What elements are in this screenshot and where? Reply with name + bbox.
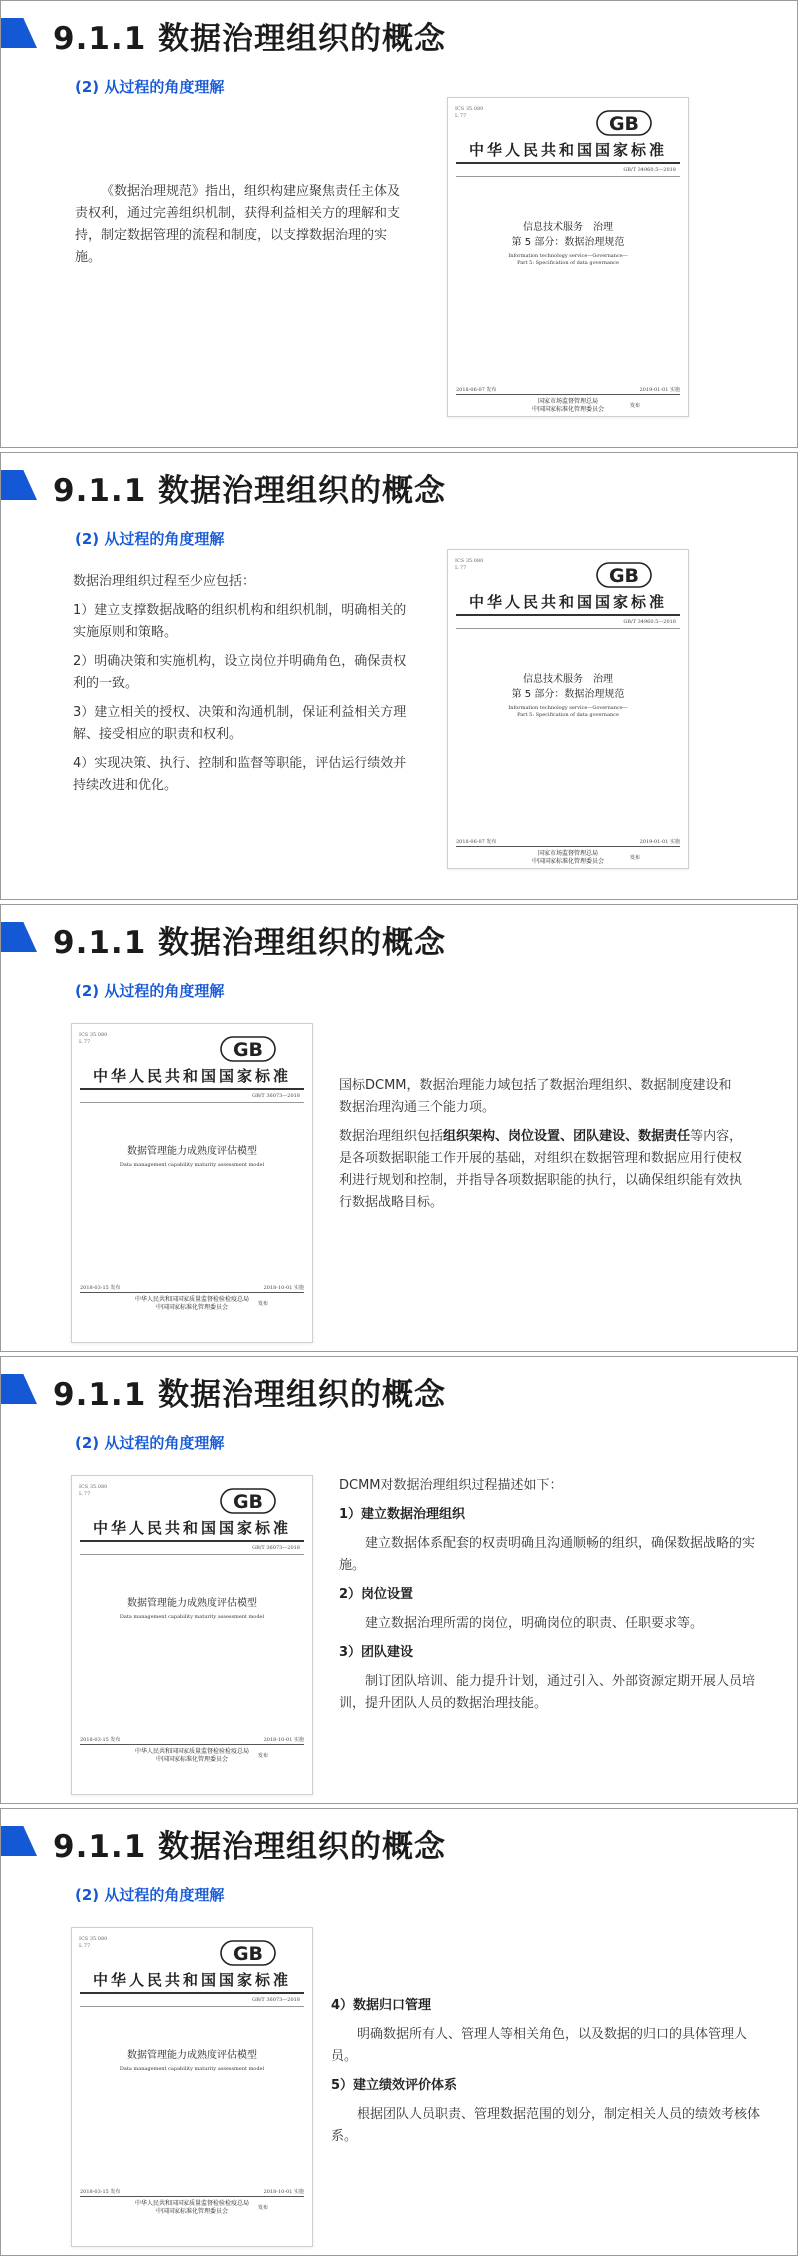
gb-logo-text: GB bbox=[232, 1039, 264, 1061]
cover-issuer bbox=[72, 1748, 312, 1764]
issue-word: 发布 bbox=[257, 2205, 268, 2211]
issuer-line: 中国国家标准化管理委员会 bbox=[155, 1756, 228, 1763]
intro-text: 数据治理组织过程至少应包括： bbox=[73, 574, 256, 589]
item-text: 建立数据治理所需的岗位，明确岗位的职责、任职要求等。 bbox=[365, 1616, 704, 1631]
effective-date: 2019-01-01 实施 bbox=[639, 839, 680, 845]
paragraph: 国标DCMM，数据治理能力域包括了数据治理组织、数据制度建设和数据治理沟通三个能力项。 bbox=[339, 1078, 732, 1115]
title-accent-shape bbox=[1, 922, 37, 952]
cover-name-cn: 数据管理能力成熟度评估模型 bbox=[127, 2050, 257, 2061]
cover-rule bbox=[456, 846, 680, 847]
title-accent-shape bbox=[1, 18, 37, 48]
bold-sep: 、 bbox=[625, 1129, 639, 1144]
item-text: 明确数据所有人、管理人等相关角色，以及数据的归口的具体管理人员。 bbox=[331, 2027, 748, 2064]
bold-term: 数据责任 bbox=[638, 1129, 691, 1144]
list-item: 3）建立相关的授权、决策和沟通机制，保证利益相关方理解、接受相应的职责和权利。 bbox=[73, 705, 407, 742]
cover-issuer bbox=[448, 850, 688, 866]
slide-5 bbox=[0, 1808, 798, 2256]
bold-term: 团队建设 bbox=[573, 1129, 626, 1144]
page-title: 9.1.1 数据治理组织的概念 bbox=[53, 1377, 447, 1413]
text-span: 等内容，是各项数据职能工作开展的基础，对组织在数据管理和数据应用行使权利进行规划和控制，并指导各项数据职能的执行，以确保组织能有效执行数据战略目标。 bbox=[339, 1129, 743, 1210]
section-subtitle: (2) 从过程的角度理解 bbox=[75, 78, 225, 96]
gb-logo-icon bbox=[220, 1940, 276, 1966]
standard-cover-dcmm bbox=[71, 1475, 313, 1795]
cover-national-standard: 中华人民共和国国家标准 bbox=[92, 1971, 291, 1989]
bold-sep: 、 bbox=[495, 1129, 509, 1144]
body-text bbox=[339, 1475, 761, 1722]
cover-name-en: Information technology service—Governance— bbox=[508, 253, 628, 259]
page-title: 9.1.1 数据治理组织的概念 bbox=[53, 473, 447, 509]
cover-code: GB/T 36073—2018 bbox=[252, 1997, 300, 2003]
cover-rule bbox=[80, 2196, 304, 2197]
standard-cover-gbt bbox=[447, 549, 689, 869]
gb-logo-icon bbox=[220, 1036, 276, 1062]
item-heading: 1）建立数据治理组织 bbox=[339, 1507, 466, 1522]
list-item: 4）实现决策、执行、控制和监督等职能，评估运行绩效并持续改进和优化。 bbox=[73, 756, 407, 793]
cover-name-cn: 数据管理能力成熟度评估模型 bbox=[127, 1598, 257, 1609]
publish-date: 2018-06-07 发布 bbox=[456, 839, 497, 845]
issuer-line: 国家市场监督管理总局 bbox=[537, 850, 598, 857]
section-subtitle: (2) 从过程的角度理解 bbox=[75, 982, 225, 1000]
text-span: 数据治理组织包括 bbox=[339, 1129, 444, 1144]
issue-word: 发布 bbox=[629, 855, 640, 861]
publish-date: 2018-03-15 发布 bbox=[80, 1285, 121, 1291]
cover-dates bbox=[456, 838, 680, 845]
cover-rule bbox=[456, 394, 680, 395]
effective-date: 2018-10-01 实施 bbox=[263, 1737, 304, 1743]
title-accent-shape bbox=[1, 470, 37, 500]
issue-word: 发布 bbox=[257, 1301, 268, 1307]
list-item: 2）明确决策和实施机构，设立岗位并明确角色，确保责权利的一致。 bbox=[73, 654, 407, 691]
cover-rule bbox=[456, 176, 680, 177]
list-item: 1）建立支撑数据战略的组织机构和组织机制，明确相关的实施原则和策略。 bbox=[73, 603, 407, 640]
cover-rule bbox=[80, 2006, 304, 2007]
issuer-line: 国家市场监督管理总局 bbox=[537, 398, 598, 405]
bold-term: 岗位设置 bbox=[508, 1129, 561, 1144]
cover-dates bbox=[80, 2188, 304, 2195]
issuer-line: 中国国家标准化管理委员会 bbox=[531, 858, 604, 865]
issuer-line: 中国国家标准化管理委员会 bbox=[531, 406, 604, 413]
bold-sep: 、 bbox=[560, 1129, 574, 1144]
gb-logo-text: GB bbox=[232, 1943, 264, 1965]
cover-name-cn: 第 5 部分：数据治理规范 bbox=[511, 689, 625, 700]
publish-date: 2018-06-07 发布 bbox=[456, 387, 497, 393]
cover-dates bbox=[456, 386, 680, 393]
slide-4 bbox=[0, 1356, 798, 1804]
paragraph bbox=[339, 1126, 743, 1214]
cover-rule bbox=[456, 628, 680, 629]
cover-code: GB/T 34960.5—2018 bbox=[623, 167, 676, 173]
cover-rule bbox=[456, 614, 680, 616]
cover-name-en: Data management capability maturity assessment model bbox=[119, 1614, 265, 1620]
effective-date: 2019-01-01 实施 bbox=[639, 387, 680, 393]
item-heading: 4）数据归口管理 bbox=[331, 1998, 432, 2013]
cover-issuer bbox=[72, 2200, 312, 2216]
body-text bbox=[73, 571, 413, 804]
page-title: 9.1.1 数据治理组织的概念 bbox=[53, 925, 447, 961]
page-title: 9.1.1 数据治理组织的概念 bbox=[53, 21, 447, 57]
item-heading: 3）团队建设 bbox=[339, 1645, 414, 1660]
item-text: 建立数据体系配套的权责明确且沟通顺畅的组织，确保数据战略的实施。 bbox=[339, 1536, 756, 1573]
page-title: 9.1.1 数据治理组织的概念 bbox=[53, 1829, 447, 1865]
intro-text: DCMM对数据治理组织过程描述如下： bbox=[339, 1478, 563, 1493]
section-subtitle: (2) 从过程的角度理解 bbox=[75, 1434, 225, 1452]
slide-1 bbox=[0, 0, 798, 448]
slide-3 bbox=[0, 904, 798, 1352]
body-text bbox=[331, 1993, 761, 2155]
cover-rule bbox=[80, 1992, 304, 1994]
cover-issuer bbox=[72, 1296, 312, 1312]
effective-date: 2018-10-01 实施 bbox=[263, 1285, 304, 1291]
cover-ics: ICS 35.080 L 77 bbox=[455, 558, 484, 571]
gb-logo-text: GB bbox=[608, 565, 640, 587]
cover-code: GB/T 36073—2018 bbox=[252, 1545, 300, 1551]
cover-national-standard: 中华人民共和国国家标准 bbox=[468, 141, 667, 159]
body-text bbox=[75, 181, 401, 269]
item-text: 根据团队人员职责、管理数据范围的划分，制定相关人员的绩效考核体系。 bbox=[331, 2107, 761, 2144]
cover-dates bbox=[80, 1284, 304, 1291]
cover-name-cn: 信息技术服务 治理 bbox=[523, 222, 613, 233]
cover-name-en: Information technology service—Governance— bbox=[508, 705, 628, 711]
cover-national-standard: 中华人民共和国国家标准 bbox=[468, 593, 667, 611]
publish-date: 2018-03-15 发布 bbox=[80, 2189, 121, 2195]
cover-code: GB/T 36073—2018 bbox=[252, 1093, 300, 1099]
cover-name-en: Data management capability maturity assessment model bbox=[119, 1162, 265, 1168]
standard-cover-dcmm bbox=[71, 1023, 313, 1343]
cover-name-en: Part 5: Specification of data governance bbox=[517, 712, 619, 718]
gb-logo-text: GB bbox=[232, 1491, 264, 1513]
cover-rule bbox=[80, 1102, 304, 1103]
cover-code: GB/T 34960.5—2018 bbox=[623, 619, 676, 625]
section-subtitle: (2) 从过程的角度理解 bbox=[75, 1886, 225, 1904]
issuer-line: 中国国家标准化管理委员会 bbox=[155, 2208, 228, 2215]
issue-word: 发布 bbox=[257, 1753, 268, 1759]
standard-cover-gbt bbox=[447, 97, 689, 417]
cover-ics: ICS 35.080 L 77 bbox=[79, 1484, 108, 1497]
standard-cover-dcmm bbox=[71, 1927, 313, 2247]
cover-name-cn: 数据管理能力成熟度评估模型 bbox=[127, 1146, 257, 1157]
body-text bbox=[339, 1075, 743, 1221]
cover-national-standard: 中华人民共和国国家标准 bbox=[92, 1067, 291, 1085]
gb-logo-icon bbox=[596, 562, 652, 588]
publish-date: 2018-03-15 发布 bbox=[80, 1737, 121, 1743]
cover-rule bbox=[80, 1554, 304, 1555]
issuer-line: 中华人民共和国国家质量监督检验检疫总局 bbox=[134, 1296, 249, 1303]
paragraph: 《数据治理规范》指出，组织构建应聚焦责任主体及责权利，通过完善组织机制，获得利益相关方的理解和支持，制定数据管理的流程和制度，以支撑数据治理的实施。 bbox=[75, 184, 401, 265]
cover-name-cn: 信息技术服务 治理 bbox=[523, 674, 613, 685]
item-heading: 5）建立绩效评价体系 bbox=[331, 2078, 458, 2093]
title-accent-shape bbox=[1, 1374, 37, 1404]
cover-issuer bbox=[448, 398, 688, 414]
issuer-line: 中国国家标准化管理委员会 bbox=[155, 1304, 228, 1311]
cover-dates bbox=[80, 1736, 304, 1743]
gb-logo-text: GB bbox=[608, 113, 640, 135]
cover-rule bbox=[80, 1744, 304, 1745]
cover-rule bbox=[80, 1540, 304, 1542]
effective-date: 2018-10-01 实施 bbox=[263, 2189, 304, 2195]
gb-logo-icon bbox=[220, 1488, 276, 1514]
title-accent-shape bbox=[1, 1826, 37, 1856]
cover-name-en: Part 5: Specification of data governance bbox=[517, 260, 619, 266]
cover-rule bbox=[80, 1088, 304, 1090]
cover-name-cn: 第 5 部分：数据治理规范 bbox=[511, 237, 625, 248]
item-heading: 2）岗位设置 bbox=[339, 1587, 414, 1602]
cover-rule bbox=[456, 162, 680, 164]
item-text: 制订团队培训、能力提升计划，通过引入、外部资源定期开展人员培训，提升团队人员的数据治理技能。 bbox=[339, 1674, 756, 1711]
issuer-line: 中华人民共和国国家质量监督检验检疫总局 bbox=[134, 1748, 249, 1755]
gb-logo-icon bbox=[596, 110, 652, 136]
issue-word: 发布 bbox=[629, 403, 640, 409]
cover-name-en: Data management capability maturity assessment model bbox=[119, 2066, 265, 2072]
cover-ics: ICS 35.080 L 77 bbox=[79, 1936, 108, 1949]
cover-national-standard: 中华人民共和国国家标准 bbox=[92, 1519, 291, 1537]
issuer-line: 中华人民共和国国家质量监督检验检疫总局 bbox=[134, 2200, 249, 2207]
slide-2 bbox=[0, 452, 798, 900]
cover-ics: ICS 35.080 L 77 bbox=[455, 106, 484, 119]
cover-rule bbox=[80, 1292, 304, 1293]
cover-ics: ICS 35.080 L 77 bbox=[79, 1032, 108, 1045]
bold-term: 组织架构 bbox=[443, 1129, 496, 1144]
section-subtitle: (2) 从过程的角度理解 bbox=[75, 530, 225, 548]
